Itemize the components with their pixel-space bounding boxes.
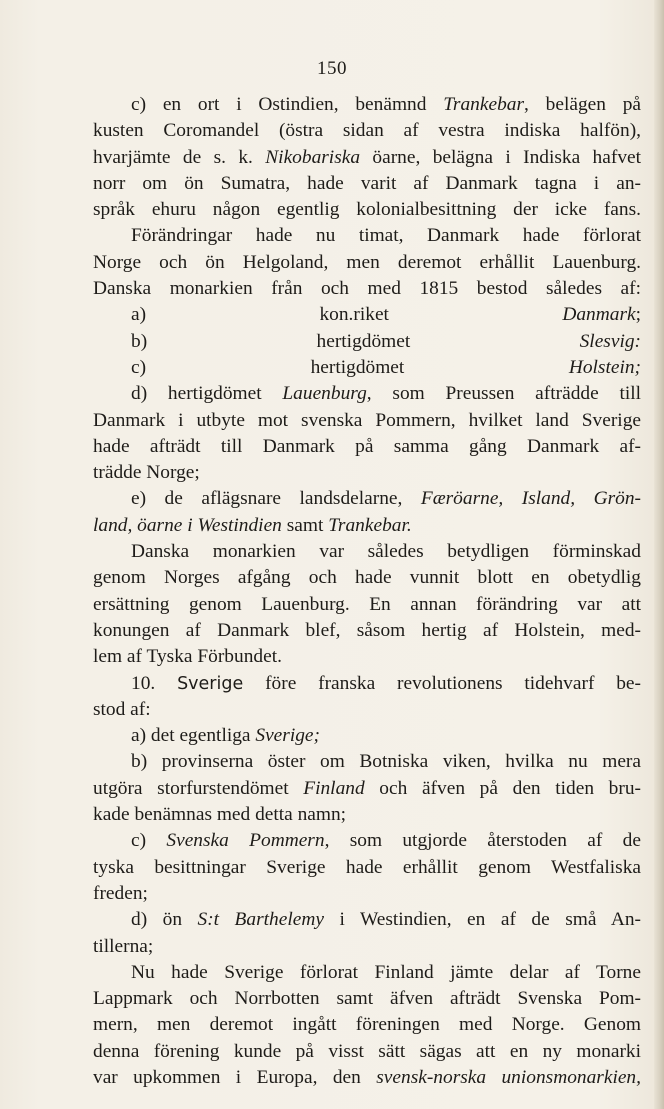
text-run: freden; bbox=[93, 882, 148, 904]
text-run: genom Norges afgång och hade vunnit blott en obetydlig bbox=[93, 567, 641, 589]
text-run: utgöra storfurstendömet bbox=[93, 777, 304, 799]
text-line bbox=[93, 276, 641, 302]
text-line bbox=[93, 749, 641, 775]
text-run: trädde Norge; bbox=[93, 462, 200, 484]
text-run: tillerna; bbox=[93, 935, 154, 957]
text-line bbox=[93, 250, 641, 276]
text-line bbox=[93, 592, 641, 618]
text-run: 10. bbox=[131, 672, 178, 694]
text-line bbox=[93, 565, 641, 591]
text-run: och äfven på den tiden bru- bbox=[364, 777, 641, 799]
text-line bbox=[93, 381, 641, 407]
text-line bbox=[93, 907, 641, 933]
text-line bbox=[93, 171, 641, 197]
text-run: a) det egentliga bbox=[131, 725, 256, 747]
body-text bbox=[93, 92, 641, 1091]
page-edge bbox=[654, 0, 664, 1109]
text-line bbox=[93, 1012, 641, 1038]
text-line bbox=[93, 539, 641, 565]
text-run: före franska revolutionens tidehvarf be- bbox=[243, 672, 641, 694]
text-line bbox=[93, 723, 641, 749]
text-run: b) provinserna öster om Botniska viken, hvilka nu mera bbox=[131, 751, 641, 773]
text-line bbox=[93, 960, 641, 986]
text-run: ersättning genom Lauenburg. En annan förändring var att bbox=[93, 593, 641, 615]
text-run: öarne, belägna i Indiska hafvet bbox=[360, 146, 642, 168]
text-run: konungen af Danmark blef, såsom hertig af Holstein, med- bbox=[93, 619, 641, 641]
text-run: c) en ort i Ostindien, benämnd bbox=[131, 94, 444, 115]
text-run: a) kon.riket bbox=[131, 304, 563, 326]
text-run: kusten Coromandel (östra sidan af vestra indiska halfön), bbox=[93, 120, 641, 142]
text-run: norr om ön Sumatra, hade varit af Danmark tagna i an- bbox=[93, 172, 641, 194]
text-run: Danska monarkien var således betydligen förminskad bbox=[131, 541, 641, 563]
text-run: Norge och ön Helgoland, men deremot erhållit Lauenburg. bbox=[93, 251, 641, 273]
text-line bbox=[93, 1039, 641, 1065]
text-run: e) de aflägsnare landsdelarne, bbox=[131, 488, 421, 510]
text-run: Holstein; bbox=[568, 356, 641, 378]
text-run: tyska besittningar Sverige hade erhållit genom Westfaliska bbox=[93, 856, 641, 878]
text-run: Trankebar. bbox=[328, 514, 412, 536]
text-line bbox=[93, 486, 641, 512]
text-run: ; bbox=[635, 304, 641, 326]
text-run: hvarjämte de s. k. bbox=[93, 146, 266, 168]
text-run: , belägen på bbox=[524, 94, 642, 115]
text-run: Lauenburg bbox=[282, 383, 367, 405]
text-line bbox=[93, 934, 641, 960]
text-line bbox=[93, 408, 641, 434]
text-run: c) hertigdömet bbox=[131, 356, 569, 378]
text-line bbox=[93, 986, 641, 1012]
text-run: Förändringar hade nu timat, Danmark hade förlorat bbox=[131, 225, 641, 247]
text-run: Sverige; bbox=[255, 725, 320, 747]
text-line bbox=[93, 855, 641, 881]
page-number: 150 bbox=[317, 58, 347, 79]
text-line bbox=[93, 460, 641, 486]
text-line bbox=[93, 802, 641, 828]
text-run: Nikobariska bbox=[265, 146, 361, 168]
text-run: b) hertigdömet bbox=[131, 330, 580, 352]
text-run: Danmark bbox=[562, 304, 636, 326]
text-run: denna förening kunde på visst sätt sägas att en ny monarki bbox=[93, 1040, 641, 1062]
text-run: Danska monarkien från och med 1815 bestod således af: bbox=[93, 278, 641, 300]
text-run: mern, men deremot ingått föreningen med Norge. Genom bbox=[93, 1014, 641, 1036]
text-run: Danmark i utbyte mot svenska Pommern, hvilket land Sverige bbox=[93, 409, 641, 431]
text-run: Sverige bbox=[177, 673, 244, 694]
text-line bbox=[93, 302, 641, 328]
text-line bbox=[93, 881, 641, 907]
text-line bbox=[93, 828, 641, 854]
text-line bbox=[93, 223, 641, 249]
text-line bbox=[93, 118, 641, 144]
text-run: , som Preussen afträdde till bbox=[366, 383, 642, 405]
text-run: Trankebar bbox=[443, 94, 525, 115]
text-line bbox=[93, 671, 641, 697]
text-run: Slesvig: bbox=[579, 330, 641, 352]
text-run: Færöarne, Island, Grön- bbox=[420, 488, 641, 510]
text-line bbox=[93, 513, 641, 539]
text-run: d) hertigdömet bbox=[131, 383, 283, 405]
text-run: S:t Barthelemy bbox=[197, 909, 324, 931]
text-line bbox=[93, 434, 641, 460]
text-run: svensk-norska unionsmonarkien, bbox=[376, 1066, 641, 1088]
text-run: Finland bbox=[303, 777, 365, 799]
text-line bbox=[93, 329, 641, 355]
text-line bbox=[93, 618, 641, 644]
text-run: Lappmark och Norrbotten samt äfven afträdt Svenska Pom- bbox=[93, 988, 641, 1010]
text-line bbox=[93, 145, 641, 171]
text-run: Svenska Pommern bbox=[166, 830, 325, 852]
text-run: hade afträdt till Danmark på samma gång Danmark af- bbox=[93, 435, 641, 457]
text-run: , som utgjorde återstoden af de bbox=[324, 830, 641, 852]
text-line bbox=[93, 697, 641, 723]
text-run: språk ehuru någon egentlig kolonialbesittning der icke fans. bbox=[93, 199, 641, 221]
text-run: c) bbox=[131, 830, 167, 852]
text-run: stod af: bbox=[93, 698, 151, 720]
text-run: lem af Tyska Förbundet. bbox=[93, 646, 282, 668]
text-line bbox=[93, 197, 641, 223]
text-run: kade benämnas med detta namn; bbox=[93, 804, 347, 826]
text-line bbox=[93, 776, 641, 802]
text-run: land, öarne i Westindien bbox=[93, 514, 282, 536]
text-run: i Westindien, en af de små An- bbox=[323, 909, 641, 931]
text-run: samt bbox=[281, 514, 329, 536]
text-run: var upkommen i Europa, den bbox=[93, 1066, 377, 1088]
text-line bbox=[93, 644, 641, 670]
text-line bbox=[93, 1065, 641, 1091]
text-line bbox=[93, 92, 641, 118]
text-line bbox=[93, 355, 641, 381]
text-run: d) ön bbox=[131, 909, 198, 931]
text-run: Nu hade Sverige förlorat Finland jämte delar af Torne bbox=[131, 961, 641, 983]
